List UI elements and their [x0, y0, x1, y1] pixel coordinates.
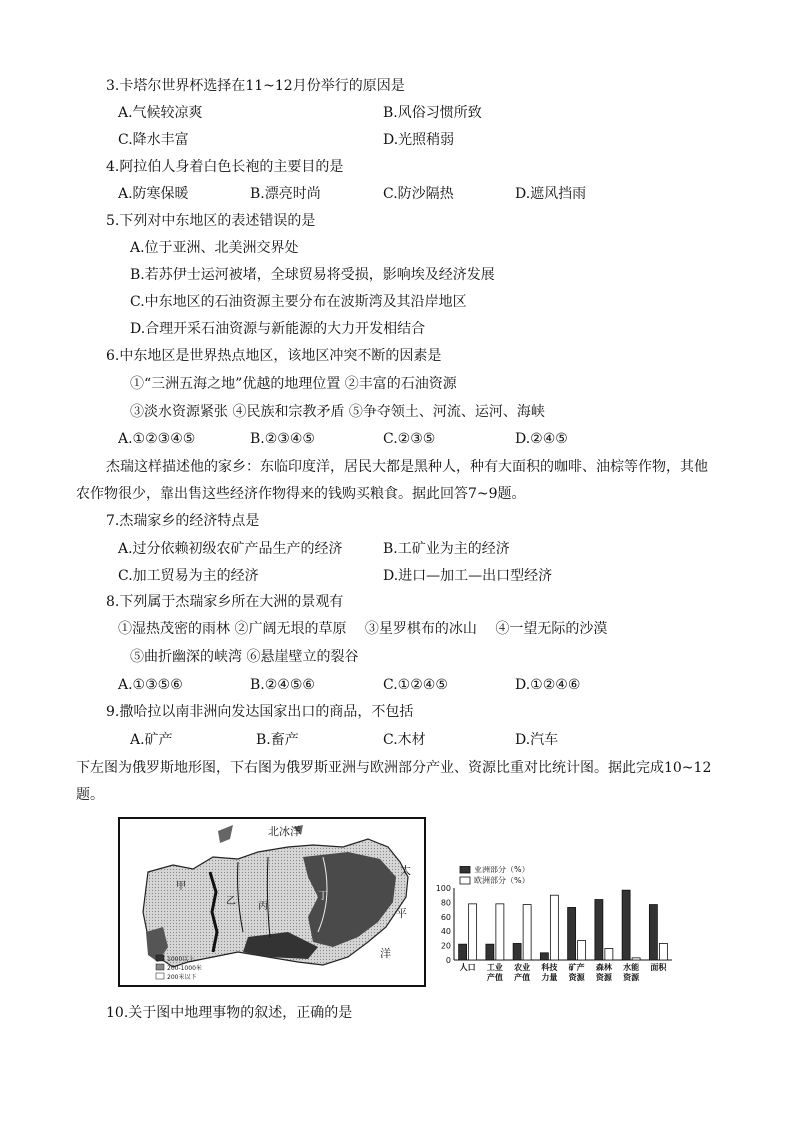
- y-tick-label: 0: [445, 956, 451, 965]
- q6-option-b: B.②③④⑤: [250, 431, 315, 447]
- q7-option-a: A.过分依赖初级农矿产品生产的经济: [118, 541, 343, 557]
- bar-europe-4: [578, 941, 586, 960]
- russia-terrain-map: [118, 817, 426, 987]
- q9-option-a: A.矿产: [130, 732, 173, 748]
- q6-option-c: C.②③⑤: [383, 431, 436, 447]
- x-tick-label: 资源: [568, 973, 585, 982]
- q4-option-c: C.防沙隔热: [383, 186, 454, 202]
- q7-option-c: C.加工贸易为主的经济: [118, 568, 259, 584]
- q10-stem: 10.关于图中地理事物的叙述，正确的是: [106, 1005, 353, 1021]
- q5-option-a: A.位于亚洲、北美洲交界处: [130, 240, 299, 256]
- q8-option-a: A.①③⑤⑥: [118, 677, 183, 693]
- bar-asia-7: [649, 905, 657, 960]
- q3-option-d: D.光照稍弱: [383, 132, 455, 148]
- q3-stem: 3.卡塔尔世界杯选择在11~12月份举行的原因是: [106, 78, 405, 94]
- label-pacific-3: 洋: [380, 947, 391, 960]
- q5-option-d: D.合理开采石油资源与新能源的大力开发相结合: [130, 321, 426, 337]
- q9-option-c: C.木材: [383, 732, 426, 748]
- legend-swatch-1: [460, 877, 470, 884]
- legend-item-high: 1000以上: [167, 956, 195, 963]
- bar-europe-1: [496, 904, 504, 960]
- q8-option-c: C.①②④⑤: [383, 677, 448, 693]
- bar-asia-4: [568, 907, 576, 960]
- bar-europe-0: [469, 904, 477, 960]
- y-tick-label: 100: [435, 884, 451, 893]
- legend-label-1: 欧洲部分（%）: [474, 876, 530, 885]
- x-tick-label: 资源: [623, 973, 640, 982]
- q8-stem: 8.下列属于杰瑞家乡所在大洲的景观有: [106, 594, 344, 610]
- x-tick-label: 森林: [595, 963, 612, 972]
- y-tick-label: 80: [440, 898, 451, 908]
- q6-statement-2: ③淡水资源紧张 ④民族和宗教矛盾 ⑤争夺领土、河流、运河、海峡: [130, 404, 545, 420]
- q5-option-c: C.中东地区的石油资源主要分布在波斯湾及其沿岸地区: [130, 294, 467, 310]
- bar-europe-2: [523, 905, 531, 960]
- x-tick-label: 科技: [541, 963, 558, 972]
- q4-option-d: D.遮风挡雨: [515, 186, 587, 202]
- q5-option-b: B.若苏伊士运河被堵，全球贸易将受损，影响埃及经济发展: [130, 267, 495, 283]
- label-arctic-ocean: 北冰洋: [268, 825, 301, 838]
- q7-option-d: D.进口—加工—出口型经济: [383, 568, 553, 584]
- russia-comparison-chart: [430, 866, 676, 986]
- q6-option-a: A.①②③④⑤: [118, 431, 196, 447]
- x-tick-label: 资源: [595, 973, 612, 982]
- q3-option-a: A.气候较凉爽: [118, 105, 203, 121]
- q9-option-b: B.畜产: [256, 732, 299, 748]
- bar-asia-5: [595, 900, 603, 960]
- label-pacific-2: 平: [396, 907, 407, 920]
- x-tick-label: 矿产: [568, 963, 585, 972]
- label-ding: 丁: [318, 891, 328, 902]
- q3-option-b: B.风俗习惯所致: [383, 105, 482, 121]
- bar-asia-1: [486, 944, 494, 960]
- q6-option-d: D.②④⑤: [515, 431, 568, 447]
- x-tick-label: 人口: [459, 963, 476, 972]
- x-tick-label: 产值: [514, 973, 531, 982]
- q7-option-b: B.工矿业为主的经济: [383, 541, 510, 557]
- q3-option-c: C.降水丰富: [118, 132, 189, 148]
- y-tick-label: 40: [440, 927, 451, 937]
- legend-item-mid: 200-1000米: [167, 965, 202, 972]
- q8-statement-2: ⑤曲折幽深的峡湾 ⑥悬崖壁立的裂谷: [130, 649, 359, 665]
- x-tick-label: 力量: [541, 973, 558, 982]
- intro-line-2: 题。: [76, 787, 104, 803]
- x-tick-label: 农业: [514, 963, 531, 972]
- x-tick-label: 面积: [650, 963, 667, 972]
- bar-asia-6: [622, 890, 630, 960]
- legend-label-0: 亚洲部分（%）: [474, 866, 530, 874]
- y-tick-label: 20: [440, 941, 451, 951]
- intro-line-1: 下左图为俄罗斯地形图，下右图为俄罗斯亚洲与欧洲部分产业、资源比重对比统计图。据此完成10~12: [76, 760, 712, 776]
- passage-line-1: 杰瑞这样描述他的家乡：东临印度洋，居民大都是黑种人，种有大面积的咖啡、油棕等作物，其他: [106, 459, 708, 475]
- label-pacific-1: 太: [400, 864, 411, 877]
- q4-option-a: A.防寒保暖: [118, 186, 189, 202]
- y-tick-label: 60: [440, 912, 451, 922]
- passage-line-2: 农作物很少，靠出售这些经济作物得来的钱购买粮食。据此回答7~9题。: [76, 486, 526, 502]
- q4-option-b: B.漂亮时尚: [250, 186, 321, 202]
- bar-europe-6: [632, 958, 640, 960]
- bar-asia-0: [459, 944, 467, 960]
- bar-asia-2: [513, 943, 521, 960]
- q9-stem: 9.撒哈拉以南非洲向发达国家出口的商品，不包括: [106, 704, 414, 720]
- q6-statement-1: ①“三洲五海之地”优越的地理位置 ②丰富的石油资源: [130, 376, 457, 392]
- q4-stem: 4.阿拉伯人身着白色长袍的主要目的是: [106, 159, 344, 175]
- x-tick-label: 水能: [623, 963, 640, 972]
- q8-option-b: B.②④⑤⑥: [250, 677, 315, 693]
- q6-stem: 6.中东地区是世界热点地区，该地区冲突不断的因素是: [106, 348, 442, 364]
- q8-statement-1: ①湿热茂密的雨林 ②广阔无垠的草原 ③星罗棋布的冰山 ④一望无际的沙漠: [118, 621, 608, 637]
- label-yi: 乙: [226, 896, 236, 907]
- label-jia: 甲: [176, 881, 186, 892]
- bar-europe-3: [550, 895, 558, 960]
- q5-stem: 5.下列对中东地区的表述错误的是: [106, 213, 316, 229]
- q9-option-d: D.汽车: [515, 732, 559, 748]
- legend-item-low: 200米以下: [167, 974, 197, 981]
- label-bing: 丙: [258, 901, 268, 912]
- x-tick-label: 产值: [486, 973, 503, 982]
- bar-europe-5: [605, 948, 613, 960]
- legend-swatch-0: [460, 866, 470, 873]
- q8-option-d: D.①②④⑥: [515, 677, 581, 693]
- bar-chart-svg: [430, 866, 676, 986]
- bar-asia-3: [540, 953, 548, 960]
- x-tick-label: 工业: [486, 963, 503, 972]
- bar-europe-7: [659, 943, 667, 960]
- q7-stem: 7.杰瑞家乡的经济特点是: [106, 513, 260, 529]
